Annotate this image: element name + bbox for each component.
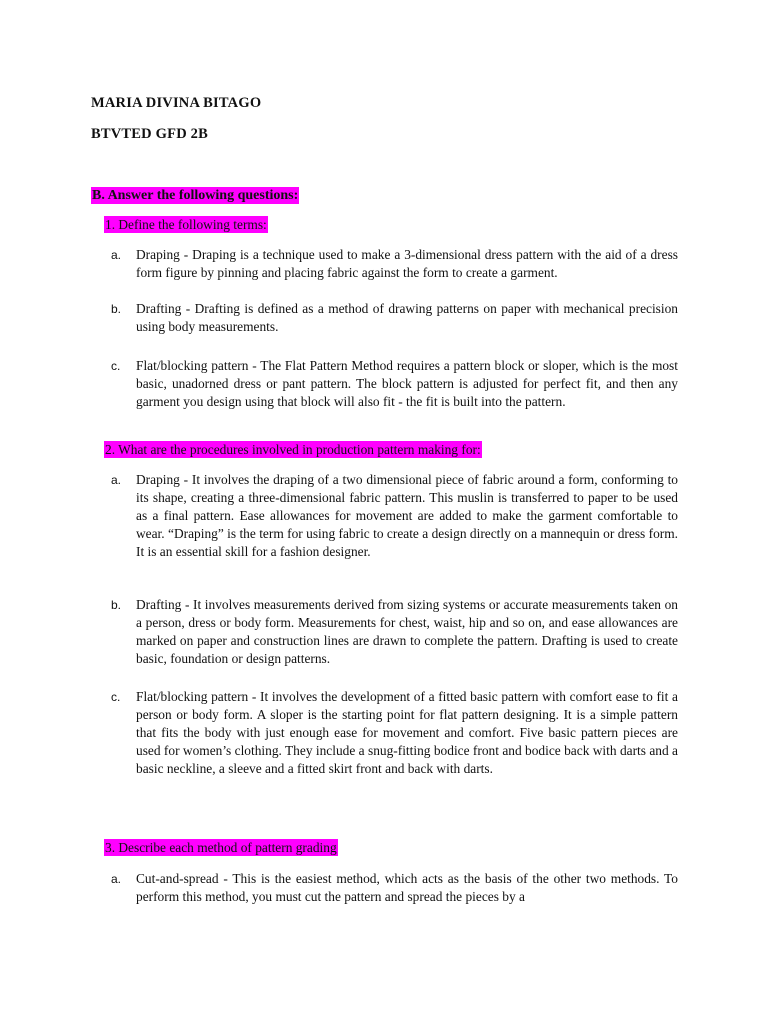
question-2-heading: 2. What are the procedures involved in production pattern making for: xyxy=(105,442,481,457)
list-item-text: Flat/blocking pattern - It involves the development of a fitted basic pattern with comfort ease to fit a person or body form. A sloper is the starting point for flat pattern designing. It is a simple pattern that fits the body with just enough ease for movement and comfort. Five basic pattern pieces are used for women’s clothing. They include a snug-fitting bodice front and bodice back with darts and a basic neckline, a sleeve and a fitted skirt front and back with darts. xyxy=(136,689,678,776)
list-item-text: Draping - Draping is a technique used to make a 3-dimensional dress pattern with the aid of a dress form figure by pinning and placing fabric against the form to create a garment. xyxy=(136,247,678,280)
list-item xyxy=(111,596,678,668)
list-marker: c. xyxy=(111,359,121,373)
list-item xyxy=(111,688,678,778)
list-marker: c. xyxy=(111,690,121,704)
list-item xyxy=(111,300,678,336)
list-marker: b. xyxy=(111,302,122,316)
list-marker: a. xyxy=(111,473,122,487)
list-item-text: Drafting - Drafting is defined as a method of drawing patterns on paper with mechanical precision using body measurements. xyxy=(136,301,678,334)
list-marker: a. xyxy=(111,248,122,262)
list-item-text: Draping - It involves the draping of a two dimensional piece of fabric around a form, conforming to its shape, creating a three-dimensional fabric pattern. This muslin is transferred to paper to be used as a final pattern. Ease allowances for movement are added to make the garment comfortable to wear. “Draping” is the term for using fabric to create a design directly on a mannequin or dress form. It is an essential skill for a fashion designer. xyxy=(136,472,678,559)
list-marker: a. xyxy=(111,872,122,886)
list-item xyxy=(111,246,678,282)
list-item-text: Cut-and-spread - This is the easiest method, which acts as the basis of the other two methods. To perform this method, you must cut the pattern and spread the pieces by a xyxy=(136,871,678,904)
list-item-text: Drafting - It involves measurements derived from sizing systems or accurate measurements taken on a person, dress or body form. Measurements for chest, waist, hip and so on, and ease allowances are marked on paper and construction lines are drawn to complete the pattern. Drafting is used to create basic, foundation or design patterns. xyxy=(136,597,678,666)
list-item xyxy=(111,870,678,906)
list-item xyxy=(111,357,678,411)
list-marker: b. xyxy=(111,598,122,612)
list-item-text: Flat/blocking pattern - The Flat Pattern Method requires a pattern block or sloper, which is the most basic, unadorned dress or pant pattern. The block pattern is adjusted for perfect fit, and then any garment you design using that block will also fit - the fit is built into the pattern. xyxy=(136,358,678,409)
section-title: B. Answer the following questions: xyxy=(92,188,299,203)
list-item xyxy=(111,471,678,561)
course-label: BTVTED GFD 2B xyxy=(91,126,209,142)
author-name: MARIA DIVINA BITAGO xyxy=(91,95,262,111)
question-1-heading: 1. Define the following terms: xyxy=(105,217,267,232)
question-3-heading: 3. Describe each method of pattern grading xyxy=(105,840,337,855)
